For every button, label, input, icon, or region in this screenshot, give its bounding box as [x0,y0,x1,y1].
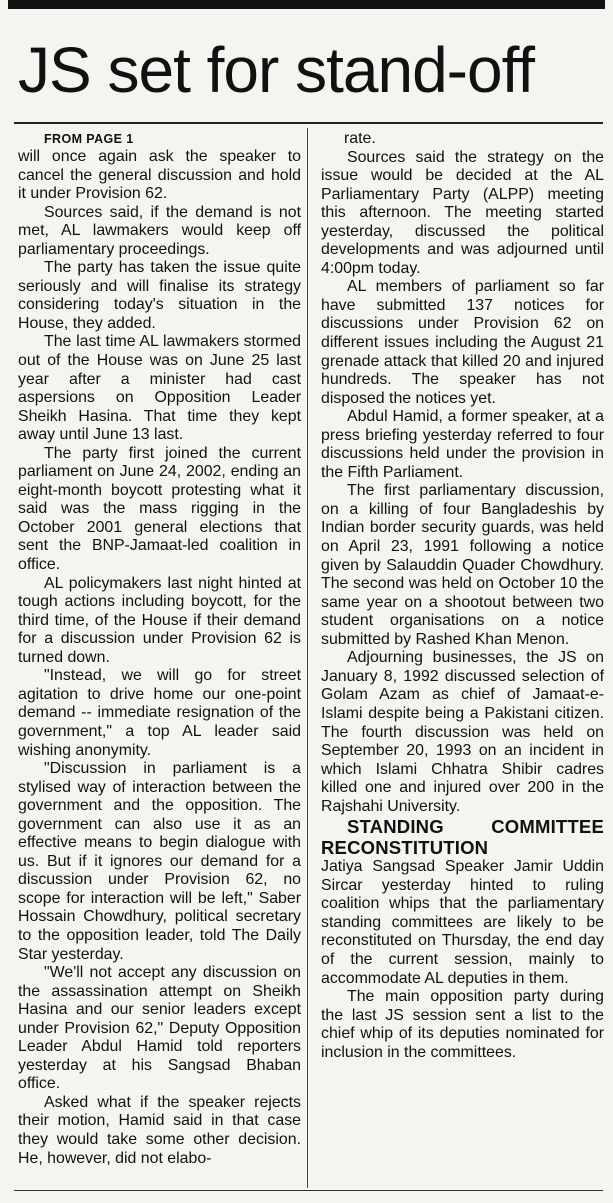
column-divider [307,128,308,1188]
paragraph: The main opposition party during the last JS session sent a list to the chief whip of its deputies nominated for inclusion in the committees. [321,988,604,1061]
paragraph: Sources said, if the demand is not met, AL lawmakers would keep off parliamentary proceedings. [18,203,301,258]
paragraph: Abdul Hamid, a former speaker, at a press briefing yesterday referred to four discussions held under the provision in the Fifth Parliament. [321,408,604,481]
bottom-rule [14,1190,603,1191]
paragraph: Adjourning businesses, the JS on January 8, 1992 discussed selection of Golam Azam as chief of Jamaat-e-Islami despite being a Pakistani citizen. The fourth discussion was held on September 20, 1993 on an incident in which Islami Chhatra Shibir cadres killed one and injured over 200 in the Rajshahi University. [321,649,604,815]
left-column [18,130,301,1180]
kicker: FROM PAGE 1 [44,132,134,146]
paragraph: The last time AL lawmakers stormed out of the House was on June 25 last year after a minister had cast aspersions on Opposition Leader Sheikh Hasina. That time they kept away until June 13 last. [18,333,301,444]
paragraph: AL policymakers last night hinted at tough actions including boycott, for the third time, of the House if their demand for a discussion under Provision 62 is turned down. [18,574,301,666]
top-rule [8,0,605,9]
right-column [321,130,604,1180]
paragraph: "Discussion in parliament is a stylised way of interaction between the government and the opposition. The government can also use it as an effective means to begin dialogue with us. But if it ignores our demand for a discussion under Provision 62, no scope for interaction will be left," Saber Hossain Chowdhury, political secretary to the opposition leader, told The Daily Star yesterday. [18,760,301,963]
paragraph: "Instead, we will go for street agitation to drive home our one-point demand -- immediate resignation of the government," a top AL leader said wishing anonymity. [18,667,301,759]
paragraph: will once again ask the speaker to cancel the general discussion and hold it under Provision 62. [18,148,301,203]
headline: JS set for stand-off [18,34,534,106]
paragraph: Jatiya Sangsad Speaker Jamir Uddin Sircar yesterday hinted to ruling coalition whips that the parliamentary standing committees are likely to be reconstituted on Thursday, the end day of the current session, mainly to accommodate AL deputies in them. [321,858,604,987]
paragraph-continuation: rate. [344,130,376,147]
paragraph: Sources said the strategy on the issue would be decided at the AL Parliamentary Party (ALPP) meeting this afternoon. The meeting started yesterday, discussed the political developments and was adjourned until 4:00pm today. [321,148,604,277]
paragraph: The party first joined the current parliament on June 24, 2002, ending an eight-month boycott protesting what it said was the mass rigging in the October 2001 general elections that sent the BNP-Jamaat-led coalition in office. [18,444,301,574]
paragraph: Asked what if the speaker rejects their motion, Hamid said in that case they would take some other decision. He, however, did not elabo- [18,1093,301,1167]
paragraph: "We'll not accept any discussion on the assassination attempt on Sheikh Hasina and our senior leaders except under Provision 62," Deputy Opposition Leader Abdul Hamid told reporters yesterday at his Sangsad Bhaban office. [18,964,301,1093]
paragraph: AL members of parliament so far have submitted 137 notices for discussions under Provision 62 on different issues including the August 21 grenade attack that killed 20 and injured hundreds. The speaker has not disposed the notices yet. [321,278,604,407]
headline-rule [14,122,603,124]
paragraph: The first parliamentary discussion, on a killing of four Bangladeshis by Indian border security guards, was held on April 23, 1991 following a notice given by Salauddin Quader Chowdhury. The second was held on October 10 the same year on a shootout between two student organisations on a notice submitted by Rashed Khan Menon. [321,482,604,648]
paragraph: The party has taken the issue quite seriously and will finalise its strategy considering today's situation in the House, they added. [18,259,301,332]
subhead: STANDING COMMITTEE RECONSTITUTION [321,816,604,859]
